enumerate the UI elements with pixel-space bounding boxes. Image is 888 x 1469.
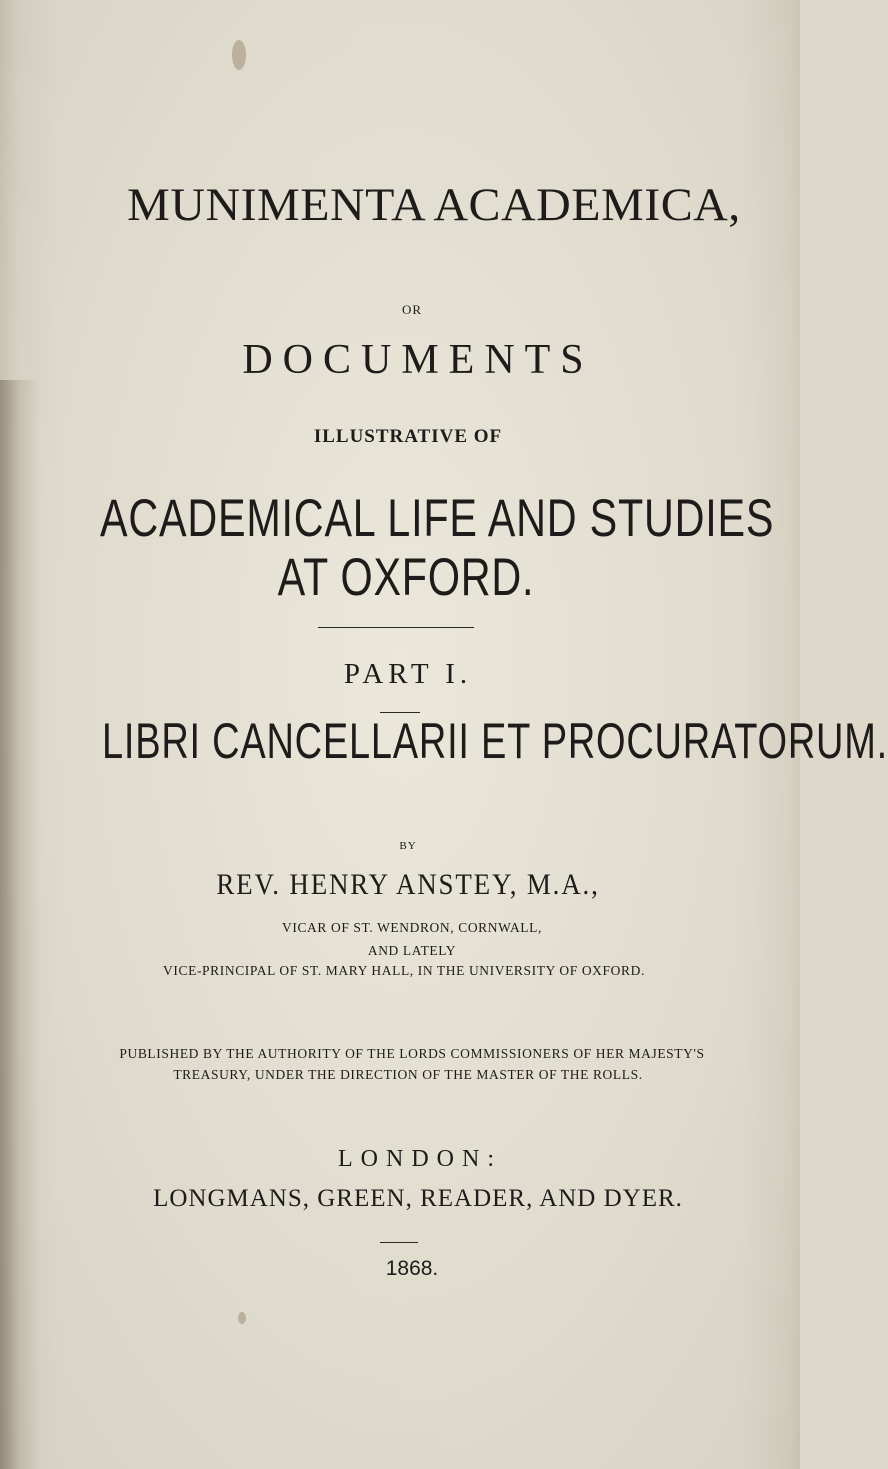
imprint-place: LONDON: [338,1146,502,1172]
illustrative-of: ILLUSTRATIVE OF [313,426,503,447]
subtitle-documents: DOCUMENTS [242,337,594,383]
author-position-3: VICE-PRINCIPAL OF ST. MARY HALL, IN THE UNIVERSITY OF OXFORD. [163,963,645,978]
imprint-year: 1868. [385,1257,439,1280]
part-title: LIBRI CANCELLARII ET PROCURATORUM. [102,713,888,769]
ink-stain-top [232,40,246,70]
ink-stain-bottom [238,1312,246,1324]
conjunction-or: OR [401,302,423,317]
by-label: BY [399,840,417,852]
author-name: REV. HENRY ANSTEY, M.A., [216,868,600,901]
main-title: MUNIMENTA ACADEMICA, [127,179,741,231]
author-position-1: VICAR OF ST. WENDRON, CORNWALL, [282,920,542,935]
imprint-publisher: LONGMANS, GREEN, READER, AND DYER. [153,1185,683,1212]
published-line-1: PUBLISHED BY THE AUTHORITY OF THE LORDS COMMISSIONERS OF HER MAJESTY'S [119,1046,705,1061]
subject-line-2: AT OXFORD. [277,548,535,607]
part-heading: PART I. [343,658,473,690]
divider-rule-1 [318,627,474,628]
author-position-2: AND LATELY [367,943,457,958]
subject-line-1: ACADEMICAL LIFE AND STUDIES [100,489,775,548]
divider-rule-3 [380,1242,418,1243]
published-line-2: TREASURY, UNDER THE DIRECTION OF THE MASTER OF THE ROLLS. [173,1067,643,1082]
